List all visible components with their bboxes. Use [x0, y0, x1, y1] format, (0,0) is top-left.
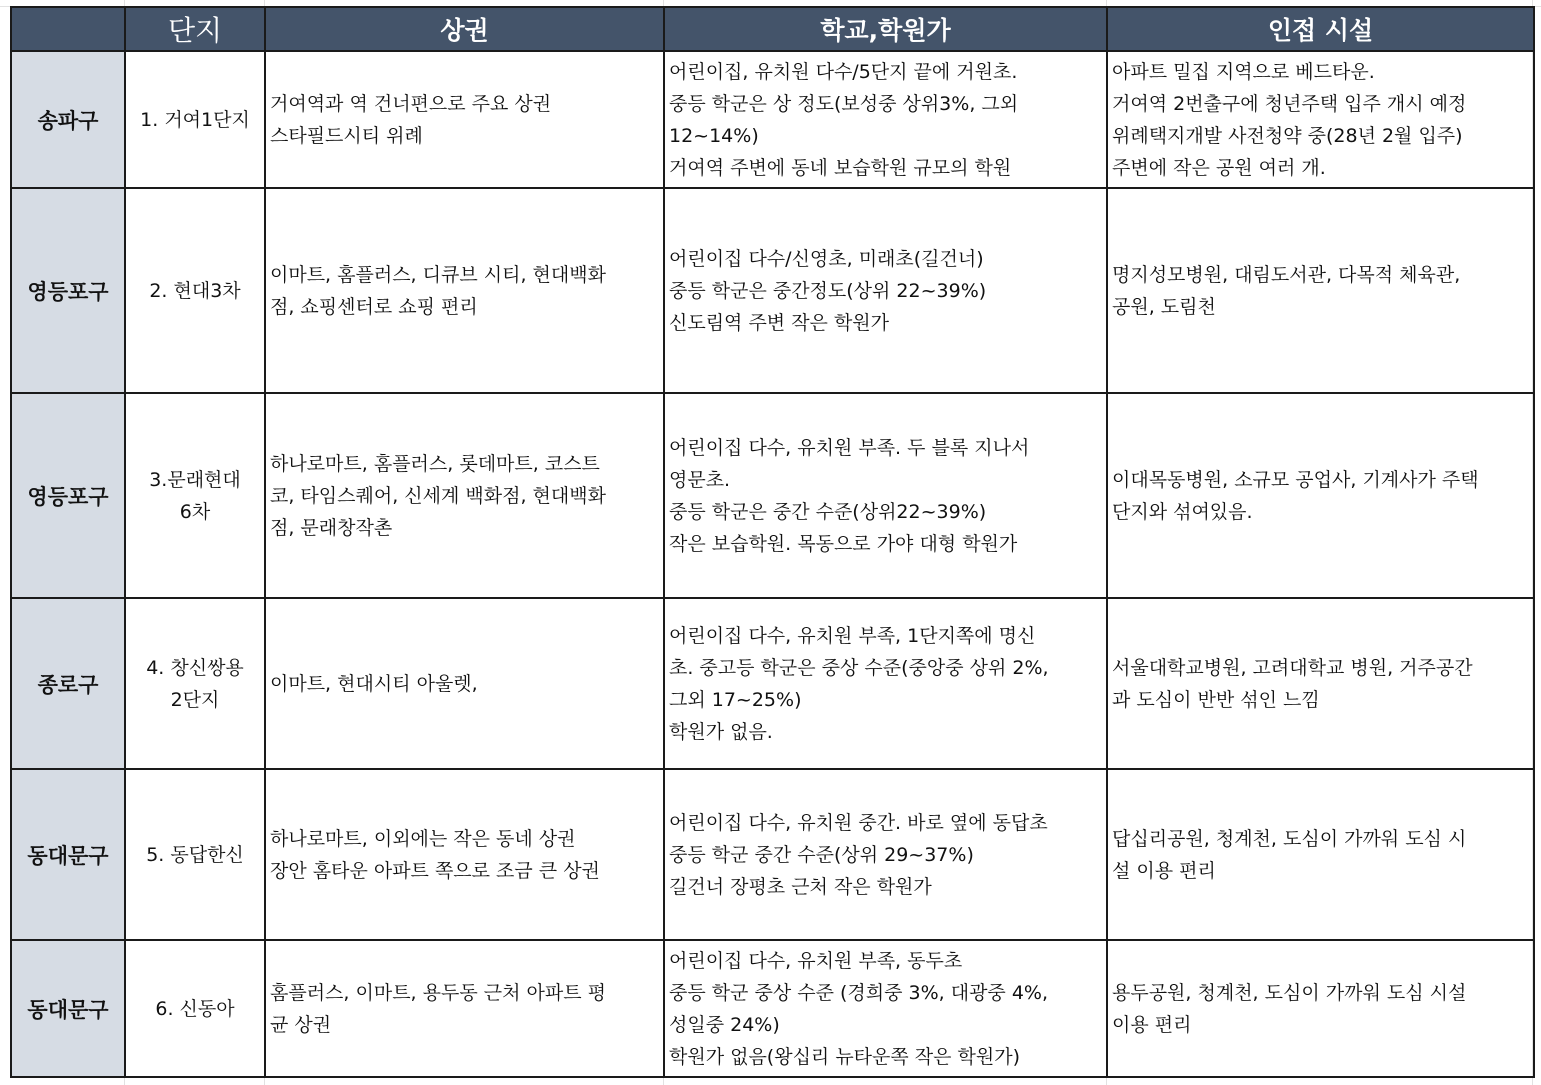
table-body	[11, 51, 1534, 1077]
header-cell-district[interactable]	[11, 7, 125, 51]
commerce-cell-line: 거여역과 역 건너편으로 주요 상권	[270, 92, 552, 115]
complex-cell[interactable]	[125, 51, 265, 188]
table-row	[11, 598, 1534, 769]
complex-cell-line: 4. 창신쌍용	[146, 656, 244, 679]
school-cell[interactable]	[664, 769, 1107, 940]
school-cell-line: 어린이집 다수, 유치원 중간. 바로 옆에 동답초	[669, 811, 1048, 834]
school-cell-line: 성일중 24%)	[669, 1013, 780, 1036]
facilities-cell-line: 공원, 도림천	[1112, 295, 1216, 318]
district-cell[interactable]: 동대문구	[11, 769, 125, 940]
school-cell-line: 어린이집, 유치원 다수/5단지 끝에 거원초.	[669, 60, 1018, 83]
facilities-cell-line: 명지성모병원, 대림도서관, 다목적 체육관,	[1112, 263, 1461, 286]
complex-cell-line: 2. 현대3차	[149, 279, 241, 302]
commerce-cell[interactable]	[265, 598, 664, 769]
facilities-cell-line: 주변에 작은 공원 여러 개.	[1112, 156, 1326, 179]
facilities-cell-line: 용두공원, 청계천, 도심이 가까워 도심 시설	[1112, 981, 1467, 1004]
header-row	[11, 7, 1534, 51]
table-row	[11, 940, 1534, 1077]
school-cell-line: 중등 학군 중상 수준 (경희중 3%, 대광중 4%,	[669, 981, 1049, 1004]
school-cell-line: 12~14%)	[669, 124, 759, 147]
commerce-cell[interactable]	[265, 940, 664, 1077]
header-cell-commerce[interactable]: 상권	[265, 7, 664, 51]
facilities-cell-line: 이용 편리	[1112, 1013, 1192, 1036]
complex-cell-line: 5. 동답한신	[146, 843, 244, 866]
commerce-cell-line: 스타필드시티 위례	[270, 124, 423, 147]
district-cell[interactable]: 송파구	[11, 51, 125, 188]
school-cell[interactable]	[664, 51, 1107, 188]
header-cell-school[interactable]: 학교,학원가	[664, 7, 1107, 51]
complex-cell[interactable]	[125, 940, 265, 1077]
complex-cell-line: 6차	[179, 500, 211, 523]
commerce-cell-line: 홈플러스, 이마트, 용두동 근처 아파트 평	[270, 981, 606, 1004]
table-row	[11, 769, 1534, 940]
school-cell-line: 길건너 장평초 근처 작은 학원가	[669, 875, 932, 898]
school-cell-line: 학원가 없음.	[669, 720, 773, 743]
facilities-cell-line: 단지와 섞여있음.	[1112, 500, 1253, 523]
facilities-cell[interactable]	[1107, 51, 1534, 188]
commerce-cell[interactable]	[265, 393, 664, 598]
facilities-cell-line: 답십리공원, 청계천, 도심이 가까워 도심 시	[1112, 827, 1467, 850]
school-cell-line: 어린이집 다수, 유치원 부족, 1단지쪽에 명신	[669, 624, 1036, 647]
commerce-cell-line: 균 상권	[270, 1013, 332, 1036]
facilities-cell-line: 과 도심이 반반 섞인 느낌	[1112, 688, 1320, 711]
table-row	[11, 188, 1534, 393]
school-cell-line: 그외 17~25%)	[669, 688, 802, 711]
school-cell-line: 중등 학군은 중간 수준(상위22~39%)	[669, 500, 987, 523]
complex-cell-line: 2단지	[170, 688, 220, 711]
school-cell-line: 중등 학군은 상 정도(보성중 상위3%, 그외	[669, 92, 1019, 115]
facilities-cell-line: 서울대학교병원, 고려대학교 병원, 거주공간	[1112, 656, 1473, 679]
commerce-cell-line: 하나로마트, 홈플러스, 롯데마트, 코스트	[270, 452, 600, 475]
commerce-cell-line: 점, 쇼핑센터로 쇼핑 편리	[270, 295, 478, 318]
complex-cell-line: 1. 거여1단지	[140, 108, 250, 131]
school-cell-line: 중등 학군 중간 수준(상위 29~37%)	[669, 843, 974, 866]
complex-cell[interactable]	[125, 393, 265, 598]
facilities-cell-line: 위례택지개발 사전청약 중(28년 2월 입주)	[1112, 124, 1463, 147]
school-cell-line: 어린이집 다수, 유치원 부족. 두 블록 지나서	[669, 436, 1030, 459]
school-cell-line: 학원가 없음(왕십리 뉴타운쪽 작은 학원가)	[669, 1045, 1021, 1068]
commerce-cell-line: 이마트, 홈플러스, 디큐브 시티, 현대백화	[270, 263, 606, 286]
facilities-cell[interactable]	[1107, 769, 1534, 940]
commerce-cell[interactable]	[265, 188, 664, 393]
facilities-cell[interactable]	[1107, 188, 1534, 393]
facilities-cell-line: 거여역 2번출구에 청년주택 입주 개시 예정	[1112, 92, 1467, 115]
school-cell[interactable]	[664, 940, 1107, 1077]
header-cell-facilities[interactable]: 인접 시설	[1107, 7, 1534, 51]
commerce-cell-line: 하나로마트, 이외에는 작은 동네 상권	[270, 827, 576, 850]
facilities-cell[interactable]	[1107, 393, 1534, 598]
header-cell-complex[interactable]: 단지	[125, 7, 265, 51]
school-cell-line: 어린이집 다수/신영초, 미래초(길건너)	[669, 247, 984, 270]
district-cell[interactable]: 영등포구	[11, 393, 125, 598]
complex-cell[interactable]	[125, 598, 265, 769]
commerce-cell-line: 이마트, 현대시티 아울렛,	[270, 672, 478, 695]
commerce-cell-line: 장안 홈타운 아파트 쪽으로 조금 큰 상권	[270, 859, 600, 882]
school-cell-line: 영문초.	[669, 468, 731, 491]
school-cell-line: 초. 중고등 학군은 중상 수준(중앙중 상위 2%,	[669, 656, 1049, 679]
facilities-cell-line: 이대목동병원, 소규모 공업사, 기계사가 주택	[1112, 468, 1479, 491]
complex-cell-line: 3.문래현대	[149, 468, 241, 491]
district-cell[interactable]: 종로구	[11, 598, 125, 769]
commerce-cell[interactable]	[265, 769, 664, 940]
school-cell[interactable]	[664, 598, 1107, 769]
commerce-cell-line: 코, 타임스퀘어, 신세계 백화점, 현대백화	[270, 484, 606, 507]
facilities-cell-line: 아파트 밀집 지역으로 베드타운.	[1112, 60, 1375, 83]
school-cell-line: 신도림역 주변 작은 학원가	[669, 311, 890, 334]
complex-cell[interactable]	[125, 188, 265, 393]
district-cell[interactable]: 동대문구	[11, 940, 125, 1077]
table-row	[11, 51, 1534, 188]
school-cell-line: 중등 학군은 중간정도(상위 22~39%)	[669, 279, 987, 302]
commerce-cell-line: 점, 문래창작촌	[270, 516, 393, 539]
facilities-cell-line: 설 이용 편리	[1112, 859, 1216, 882]
school-cell-line: 작은 보습학원. 목동으로 가야 대형 학원가	[669, 532, 1018, 555]
facilities-cell[interactable]	[1107, 598, 1534, 769]
table-row	[11, 393, 1534, 598]
facilities-cell[interactable]	[1107, 940, 1534, 1077]
comparison-table	[10, 6, 1535, 1078]
complex-cell[interactable]	[125, 769, 265, 940]
school-cell-line: 어린이집 다수, 유치원 부족, 동두초	[669, 949, 963, 972]
school-cell[interactable]	[664, 393, 1107, 598]
school-cell-line: 거여역 주변에 동네 보습학원 규모의 학원	[669, 156, 1012, 179]
complex-cell-line: 6. 신동아	[155, 997, 235, 1020]
school-cell[interactable]	[664, 188, 1107, 393]
commerce-cell[interactable]	[265, 51, 664, 188]
district-cell[interactable]: 영등포구	[11, 188, 125, 393]
